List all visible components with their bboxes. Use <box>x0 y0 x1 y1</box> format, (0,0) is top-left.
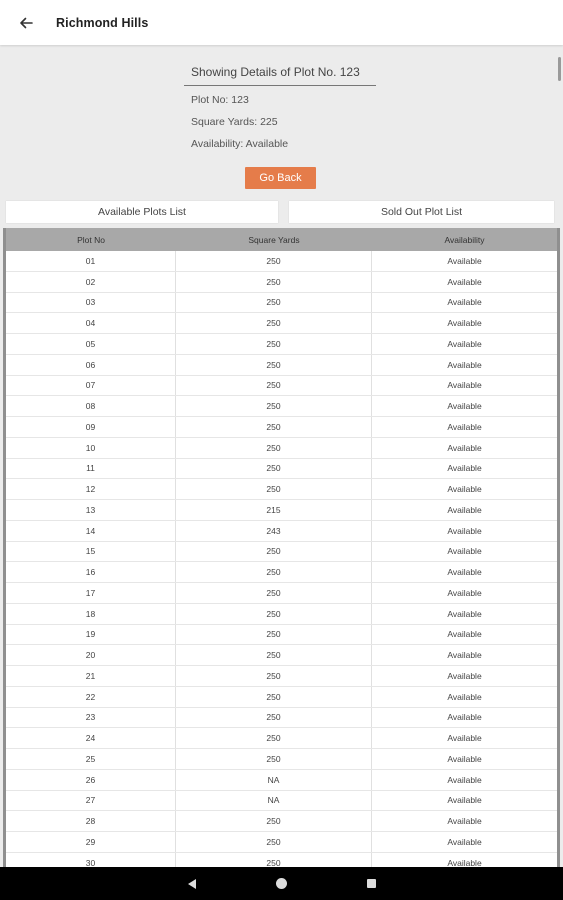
cell-square-yards: 250 <box>176 396 372 416</box>
cell-plot-no: 22 <box>6 687 176 707</box>
cell-square-yards: 250 <box>176 313 372 333</box>
cell-availability: Available <box>447 484 482 495</box>
cell-plot-no: 01 <box>6 251 176 271</box>
cell-square-yards: 250 <box>176 604 372 624</box>
cell-plot-no: 26 <box>6 770 176 790</box>
cell-square-yards: 250 <box>176 645 372 665</box>
cell-plot-no: 02 <box>6 272 176 292</box>
cell-plot-no: 12 <box>6 479 176 499</box>
cell-availability: Available <box>447 255 482 266</box>
plots-table <box>3 228 560 867</box>
cell-plot-no: 05 <box>6 334 176 354</box>
cell-availability: Available <box>447 795 482 806</box>
cell-plot-no: 21 <box>6 666 176 686</box>
table-row[interactable] <box>6 625 557 646</box>
table-row[interactable] <box>6 376 557 397</box>
cell-availability: Available <box>447 712 482 723</box>
table-row[interactable] <box>6 251 557 272</box>
table-row[interactable] <box>6 396 557 417</box>
table-row[interactable] <box>6 708 557 729</box>
table-row[interactable] <box>6 811 557 832</box>
table-row[interactable] <box>6 770 557 791</box>
cell-plot-no: 13 <box>6 500 176 520</box>
cell-square-yards: 250 <box>176 562 372 582</box>
cell-plot-no: 03 <box>6 293 176 313</box>
cell-availability: Available <box>447 670 482 681</box>
cell-square-yards: 250 <box>176 272 372 292</box>
cell-square-yards: 250 <box>176 438 372 458</box>
cell-availability: Available <box>447 629 482 640</box>
cell-square-yards: NA <box>176 791 372 811</box>
scrollbar[interactable] <box>558 57 561 81</box>
table-row[interactable] <box>6 562 557 583</box>
app-bar <box>0 0 563 45</box>
cell-square-yards: 250 <box>176 542 372 562</box>
details-title: Showing Details of Plot No. 123 <box>184 59 376 86</box>
header-square-yards: Square Yards <box>248 234 300 245</box>
cell-availability: Available <box>447 546 482 557</box>
available-plots-tab[interactable]: Available Plots List <box>6 201 278 223</box>
cell-availability: Available <box>447 401 482 412</box>
cell-availability: Available <box>447 857 482 867</box>
cell-square-yards: 250 <box>176 749 372 769</box>
cell-plot-no: 07 <box>6 376 176 396</box>
cell-availability: Available <box>447 733 482 744</box>
cell-plot-no: 11 <box>6 459 176 479</box>
cell-availability: Available <box>447 318 482 329</box>
table-row[interactable] <box>6 459 557 480</box>
table-row[interactable] <box>6 542 557 563</box>
table-row[interactable] <box>6 749 557 770</box>
cell-plot-no: 23 <box>6 708 176 728</box>
cell-plot-no: 08 <box>6 396 176 416</box>
cell-availability: Available <box>447 650 482 661</box>
cell-plot-no: 27 <box>6 791 176 811</box>
cell-plot-no: 29 <box>6 832 176 852</box>
cell-plot-no: 28 <box>6 811 176 831</box>
go-back-button[interactable]: Go Back <box>245 167 316 189</box>
cell-plot-no: 14 <box>6 521 176 541</box>
cell-availability: Available <box>447 297 482 308</box>
cell-square-yards: 250 <box>176 251 372 271</box>
table-row[interactable] <box>6 728 557 749</box>
system-nav-bar <box>0 867 563 900</box>
table-row[interactable] <box>6 687 557 708</box>
cell-square-yards: 250 <box>176 708 372 728</box>
sold-out-plots-tab[interactable]: Sold Out Plot List <box>289 201 554 223</box>
cell-square-yards: 243 <box>176 521 372 541</box>
cell-square-yards: 250 <box>176 334 372 354</box>
cell-plot-no: 20 <box>6 645 176 665</box>
table-row[interactable] <box>6 583 557 604</box>
cell-square-yards: 250 <box>176 666 372 686</box>
table-row[interactable] <box>6 417 557 438</box>
table-row[interactable] <box>6 832 557 853</box>
cell-square-yards: 250 <box>176 728 372 748</box>
cell-availability: Available <box>447 691 482 702</box>
table-row[interactable] <box>6 500 557 521</box>
cell-availability: Available <box>447 442 482 453</box>
table-row[interactable] <box>6 479 557 500</box>
header-availability: Availability <box>444 234 485 245</box>
cell-availability: Available <box>447 421 482 432</box>
table-row[interactable] <box>6 853 557 867</box>
cell-square-yards: 250 <box>176 479 372 499</box>
triangle-back-icon[interactable] <box>188 879 196 889</box>
cell-availability: Available <box>447 463 482 474</box>
arrow-left-icon <box>19 16 33 30</box>
cell-availability: Available <box>447 276 482 287</box>
cell-square-yards: 250 <box>176 293 372 313</box>
table-row[interactable] <box>6 293 557 314</box>
cell-square-yards: 250 <box>176 687 372 707</box>
cell-square-yards: 250 <box>176 625 372 645</box>
table-header <box>6 228 557 251</box>
cell-availability: Available <box>447 753 482 764</box>
cell-plot-no: 15 <box>6 542 176 562</box>
cell-availability: Available <box>447 816 482 827</box>
cell-square-yards: 250 <box>176 811 372 831</box>
detail-plot-no: Plot No: 123 <box>191 94 249 106</box>
table-row[interactable] <box>6 604 557 625</box>
back-button[interactable] <box>0 0 52 45</box>
plot-details <box>184 59 376 155</box>
cell-plot-no: 19 <box>6 625 176 645</box>
table-row[interactable] <box>6 645 557 666</box>
cell-plot-no: 04 <box>6 313 176 333</box>
cell-plot-no: 16 <box>6 562 176 582</box>
cell-availability: Available <box>447 774 482 785</box>
cell-square-yards: 215 <box>176 500 372 520</box>
table-row[interactable] <box>6 355 557 376</box>
table-row[interactable] <box>6 334 557 355</box>
cell-square-yards: 250 <box>176 459 372 479</box>
table-row[interactable] <box>6 666 557 687</box>
cell-plot-no: 24 <box>6 728 176 748</box>
cell-availability: Available <box>447 836 482 847</box>
cell-square-yards: 250 <box>176 853 372 867</box>
cell-availability: Available <box>447 608 482 619</box>
header-plot-no: Plot No <box>77 234 105 245</box>
main-content[interactable] <box>0 45 563 867</box>
cell-plot-no: 17 <box>6 583 176 603</box>
cell-square-yards: 250 <box>176 376 372 396</box>
cell-availability: Available <box>447 567 482 578</box>
cell-square-yards: NA <box>176 770 372 790</box>
cell-availability: Available <box>447 525 482 536</box>
circle-home-icon[interactable] <box>276 878 287 889</box>
cell-square-yards: 250 <box>176 583 372 603</box>
cell-plot-no: 09 <box>6 417 176 437</box>
table-row[interactable] <box>6 521 557 542</box>
cell-availability: Available <box>447 504 482 515</box>
cell-plot-no: 30 <box>6 853 176 867</box>
table-row[interactable] <box>6 272 557 293</box>
table-body <box>6 251 557 867</box>
cell-availability: Available <box>447 338 482 349</box>
cell-availability: Available <box>447 359 482 370</box>
cell-plot-no: 06 <box>6 355 176 375</box>
cell-square-yards: 250 <box>176 417 372 437</box>
table-row[interactable] <box>6 791 557 812</box>
cell-plot-no: 25 <box>6 749 176 769</box>
cell-square-yards: 250 <box>176 355 372 375</box>
cell-square-yards: 250 <box>176 832 372 852</box>
cell-availability: Available <box>447 587 482 598</box>
detail-square-yards: Square Yards: 225 <box>191 116 278 128</box>
cell-availability: Available <box>447 380 482 391</box>
app-title: Richmond Hills <box>56 15 149 30</box>
cell-plot-no: 18 <box>6 604 176 624</box>
table-row[interactable] <box>6 313 557 334</box>
cell-plot-no: 10 <box>6 438 176 458</box>
detail-availability: Availability: Available <box>191 138 289 150</box>
table-row[interactable] <box>6 438 557 459</box>
square-recent-icon[interactable] <box>367 879 376 888</box>
